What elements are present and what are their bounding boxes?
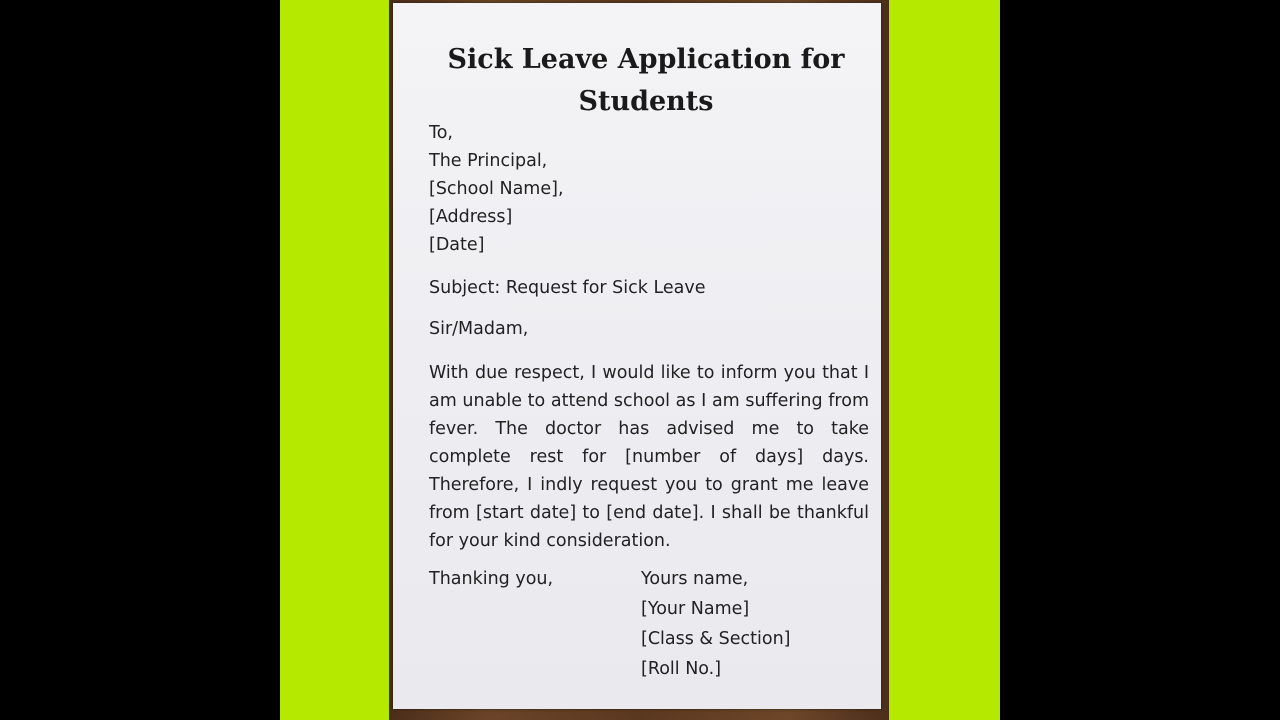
letter-sheet [393,3,881,709]
school-name-line: [School Name], [429,179,564,199]
letter-body: With due respect, I would like to inform you that I am unable to attend school as I am suffering from fever. The doctor has advised me to take complete rest for [number of days] days. Therefore, I indly request you to grant me leave from [start date] to [end date]. I shall be thankful for your kind consideration. [429,363,869,551]
address-line: [Address] [429,207,513,227]
salutation: Sir/Madam, [429,319,529,339]
date-line: [Date] [429,235,485,255]
closing-line: Thanking you, [429,569,554,589]
signature-class-section: [Class & Section] [641,629,791,649]
signature-roll-no: [Roll No.] [641,659,722,679]
signature-line-1: Yours name, [641,569,749,589]
recipient-line: The Principal, [429,151,548,171]
letter-title: Sick Leave Application for Students [447,44,845,117]
signature-name: [Your Name] [641,599,750,619]
to-line: To, [429,123,453,143]
subject-line: Subject: Request for Sick Leave [429,278,706,298]
